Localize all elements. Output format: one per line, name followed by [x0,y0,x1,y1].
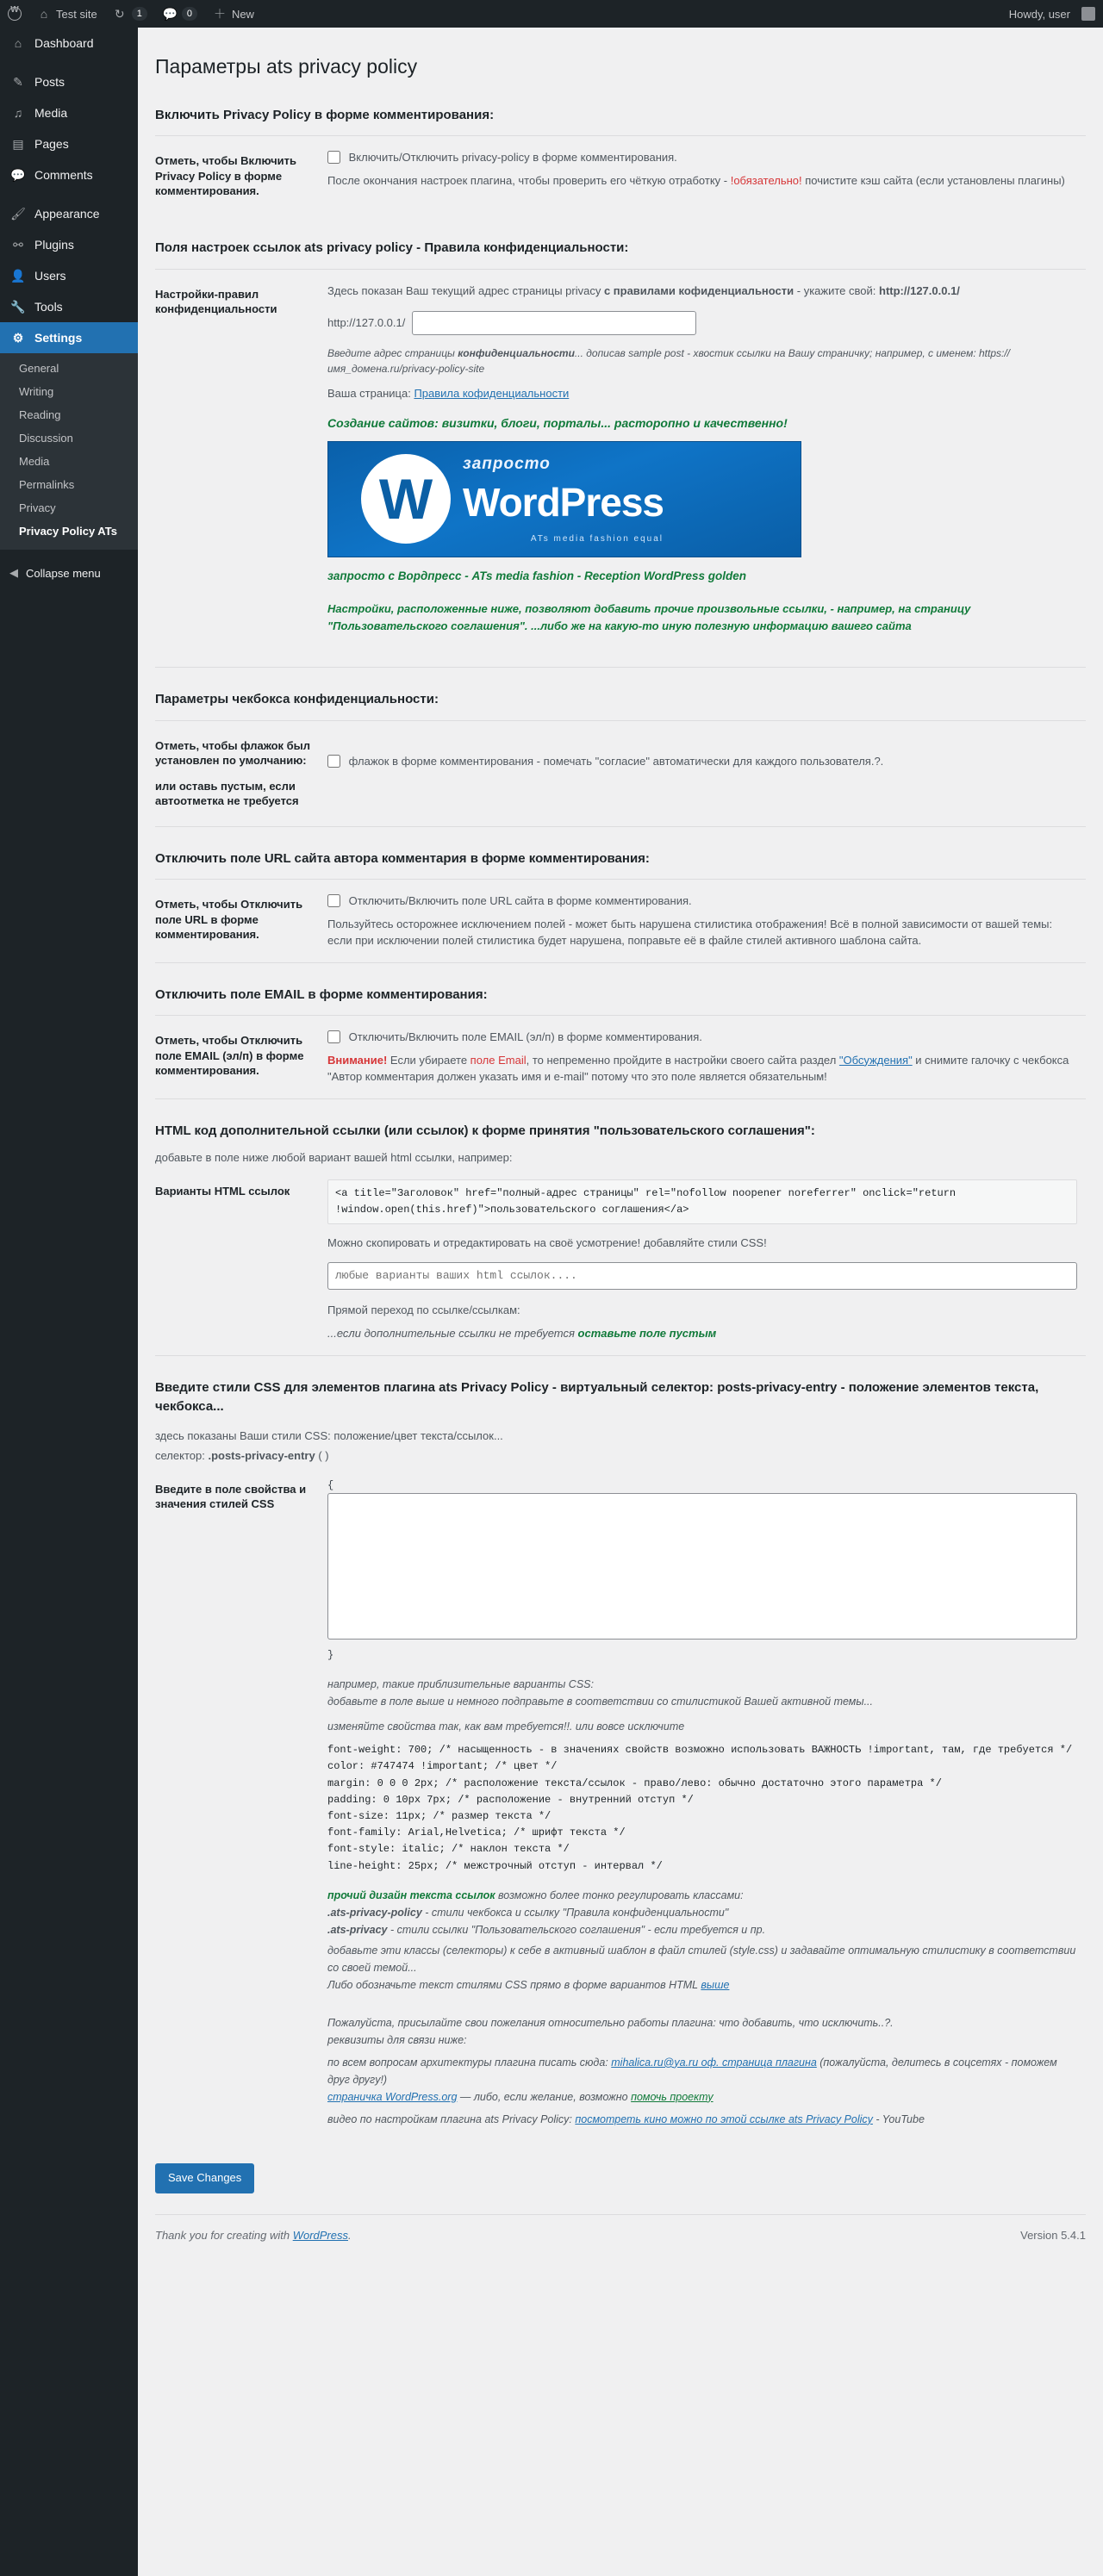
css-example-list [327,1742,1077,1875]
css-example-line: margin: 0 0 0 2px; /* расположение текста/ссылок - право/лево: обычно достаточно этого параметра */ [327,1776,942,1789]
css-above-link[interactable]: выше [701,1978,730,1991]
contacts-line-5 [327,2111,1077,2128]
enable-privacy-checkbox[interactable] [327,151,340,164]
css-intro: здесь показаны Ваши стили CSS: положение/цвет текста/ссылок... [155,1428,503,1442]
field-cell-enable-privacy [327,136,1086,216]
css-example-line: font-size: 11px; /* размер текста */ [327,1810,552,1822]
sidebar-item-label: Plugins [34,238,74,252]
contacts-line-1: Пожалуйста, присылайте свои пожелания относительно работы плагина: что добавить, что исключить..?. [327,2016,894,2029]
admin-bar-updates-count: 1 [132,7,147,21]
youtube-video-link[interactable]: посмотреть кино можно по этой ссылке ats Privacy Policy [575,2112,873,2125]
privacy-url-prefix-label: http://127.0.0.1/ [327,316,406,330]
disable-email-warning: Внимание! [327,1053,388,1067]
sidebar-item-label: Pages [34,137,69,151]
admin-bar [0,0,1103,28]
submenu-item-discussion[interactable]: Discussion [19,432,73,445]
admin-bar-wp-logo[interactable] [0,0,29,28]
media-icon: ♫ [13,106,23,120]
html-link-note: Можно скопировать и отредактировать на своё усмотрение! добавляйте стили CSS! [327,1236,767,1250]
sidebar-item-label: Posts [34,75,65,89]
house-icon: ⌂ [40,7,48,21]
sidebar-item-posts[interactable] [0,66,138,97]
privacy-url-input[interactable] [412,311,696,335]
contacts-line-5a: видео по настройкам плагина ats Privacy Policy: [327,2112,576,2125]
promo-green-note [327,600,1077,635]
save-changes-button[interactable]: Save Changes [155,2163,254,2193]
css-note-1: например, такие приблизительные варианты CSS: [327,1678,594,1691]
submenu-item-permalinks[interactable]: Permalinks [19,478,75,491]
sidebar-item-label: Tools [34,300,63,314]
field-label-default-checkbox-line1: Отметь, чтобы флажок был установлен по умолчанию: [155,738,311,768]
admin-bar-new-content[interactable] [205,0,262,28]
css-class-2 [327,1921,1077,1938]
contacts-line-3c: (пожалуйста, делитесь в соцсетях - поможем друг другу!) [327,2056,1057,2086]
wordpress-logo-icon [361,454,451,544]
admin-bar-right [1001,0,1103,28]
sidebar-item-dashboard[interactable] [0,28,138,59]
disable-email-desc-b: , то непременно пройдите в настройки своего сайта раздел [526,1053,839,1067]
admin-bar-site-name[interactable] [29,0,105,28]
disable-url-checkbox-label: Отключить/Включить поле URL сайта в форме комментирования. [348,894,692,908]
form-table-enable-privacy [155,136,1086,216]
css-selector-braces: ( ) [318,1449,329,1463]
sidebar-item-pages[interactable] [0,128,138,159]
admin-wrap [0,28,1103,2576]
html-link-after-2a: ...если дополнительные ссылки не требуется [327,1327,578,1341]
field-cell-html-variants [327,1167,1086,1355]
css-selector-value: .posts-privacy-entry [208,1449,315,1463]
field-label-disable-email: Отметь, чтобы Отключить поле EMAIL (эл/п) в форме комментирования. [155,1034,304,1078]
menu-separator [0,190,138,198]
submenu-item-general[interactable]: General [19,362,59,375]
form-table-links-settings [155,270,1086,668]
table-row [155,880,1086,962]
css-selector-label: селектор: [155,1449,209,1463]
css-example-line: font-weight: 700; /* насыщенность - в значениях свойств возможно использовать ВАЖНОСТЬ !important, там, где требуется */ [327,1744,1073,1757]
section-heading-checkbox-params: Параметры чекбокса конфиденциальности: [155,690,1086,721]
disable-email-desc-c: и снимите галочку с чекбокса "Автор комментария должен указать имя и e-mail" потому что это поле является обязательным! [327,1053,1069,1084]
submenu-item-media[interactable]: Media [19,455,50,468]
section-heading-css [155,1378,1086,1417]
field-cell-disable-url [327,880,1086,962]
css-design-line [327,1887,1077,1904]
field-label-css: Введите в поле свойства и значения стилей CSS [155,1482,307,1511]
sidebar-item-label: Media [34,106,68,120]
comment-icon: 💬 [162,7,178,21]
disable-email-desc-a: Если убираете [387,1053,470,1067]
field-label-default-checkbox [155,721,327,826]
dashboard-icon: ⌂ [14,36,22,50]
css-note-2: добавьте в поле выше и немного подправьте в соответствии со стилистикой Вашей активной темы... [327,1695,873,1708]
banner-line-2: WordPress [463,480,664,526]
privacy-url-hint-c: ... дописав sample post - хвостик ссылки на Вашу страничку; например, с именем: https://имя_домена.ru/privacy-policy-site [327,347,1011,376]
wordpress-org-link[interactable]: страничка WordPress.org [327,2090,458,2103]
field-cell-disable-email [327,1016,1086,1098]
footer-wordpress-link[interactable]: WordPress [292,2228,348,2242]
css-class-note-2 [327,1976,1077,1994]
author-email-link[interactable]: mihalica.ru@ya.ru [611,2056,699,2069]
admin-bar-new-label: New [231,7,254,21]
section-heading-css-line1: Введите стили CSS для элементов плагина ats Privacy Policy - виртуальный селектор: posts-privacy-entry - положение [155,1379,919,1395]
divider [155,962,1086,963]
disable-email-checkbox-label: Отключить/Включить поле EMAIL (эл/п) в форме комментирования. [348,1030,702,1044]
enable-privacy-desc-warning: !обязательно! [730,173,802,187]
page-title: Параметры ats privacy policy [155,55,418,78]
css-design-line-rest: возможно более тонко регулировать классами: [495,1888,744,1901]
form-table-html-link [155,1167,1086,1355]
submit-row [155,2163,1086,2193]
footer-thanks-b: . [348,2228,352,2242]
sidebar-item-label: Appearance [34,207,100,221]
submenu-item-privacy-policy-ats[interactable]: Privacy Policy ATs [19,525,117,538]
admin-sidebar [0,28,138,2576]
submenu-item-reading[interactable]: Reading [19,408,61,421]
css-example-line: font-style: italic; /* наклон текста */ [327,1843,570,1856]
css-note-green: изменяйте свойства так, как вам требуется!!. или вовсе исключите [327,1720,685,1733]
submenu-item-privacy[interactable]: Privacy [19,501,56,514]
promo-green-note-line2: "Пользовательского соглашения". ...либо же на какую-то иную полезную информацию вашего сайта [327,619,912,632]
divider [155,1355,1086,1356]
main-content [138,28,1103,2576]
contacts-line-5b: - YouTube [872,2112,925,2125]
privacy-url-input-row [327,311,1077,335]
html-link-input[interactable] [327,1262,1077,1290]
field-label-disable-url: Отметь, чтобы Отключить поле URL в форме комментирования. [155,898,303,942]
css-class-1-name: .ats-privacy-policy [327,1906,422,1919]
form-table-disable-url [155,880,1086,962]
css-class-1-desc: - стили чекбокса и ссылку "Правила конфиденциальности" [421,1906,729,1919]
privacy-url-desc-a: Здесь показан Ваш текущий адрес страницы privacy [327,283,604,297]
admin-footer [155,2214,1086,2252]
section-heading-enable-privacy: Включить Privacy Policy в форме комментирования: [155,106,1086,137]
submenu-item-writing[interactable]: Writing [19,385,54,398]
promo-banner[interactable] [327,441,801,557]
gear-icon: ⚙ [12,331,24,345]
table-row [155,1016,1086,1098]
collapse-menu-button[interactable] [0,558,138,588]
plugin-official-page-link[interactable]: оф. страница плагина [698,2056,817,2069]
admin-bar-comments-count: 0 [182,7,197,21]
collapse-icon: ◀ [9,566,18,579]
css-selector-row [155,1447,1086,1465]
footer-thanks-a: Thank you for creating with [155,2228,293,2242]
css-class-note-1: добавьте эти классы (селекторы) к себе в активный шаблон в файл стилей (style.css) и задавайте оптимальную стилистику в соответствии со своей темой... [327,1944,1076,1974]
privacy-url-hint [327,345,1077,376]
support-project-link[interactable]: помочь проекту [631,2090,714,2103]
css-design-line-green: прочий дизайн текста ссылок [327,1888,495,1901]
your-page-row [327,385,1077,402]
admin-bar-howdy: Howdy, user [1008,7,1070,21]
disable-email-checkbox[interactable] [327,1030,340,1043]
css-class-2-name: .ats-privacy [327,1923,388,1936]
discussion-settings-link[interactable]: "Обсуждения" [838,1053,913,1067]
disable-email-description [327,1052,1077,1086]
admin-bar-my-account[interactable] [1001,0,1103,28]
html-link-after-2-green: оставьте поле пустым [577,1327,717,1341]
privacy-url-desc-b: с правилами кофиденциальности [603,283,795,297]
sidebar-item-media[interactable] [0,97,138,128]
css-example-line: line-height: 25px; /* межстрочный отступ - интервал */ [327,1859,663,1872]
contacts-line-3a: по всем вопросам архитектуры плагина писать сюда: [327,2056,612,2069]
disable-email-desc-red: поле Email [470,1053,527,1067]
table-row [155,1465,1086,2141]
users-icon: 👤 [10,269,26,283]
banner-mark-letter: W [378,467,433,532]
form-table-disable-email [155,1016,1086,1098]
field-label-default-checkbox-line2: или оставь пустым, если автоотметка не требуется [155,779,299,808]
your-page-label: Ваша страница: [327,387,411,401]
privacy-url-hint-b: конфиденциальности [458,347,575,360]
field-cell-css [327,1465,1086,2141]
sidebar-item-plugins[interactable] [0,229,138,260]
footer-thanks [155,2229,352,2242]
css-class-2-desc: - стили ссылки "Пользовательского соглашения" - если требуется и пр. [387,1923,766,1936]
divider [155,826,1086,827]
collapse-menu-label: Collapse menu [26,566,101,580]
avatar [1081,7,1095,21]
default-checkbox-toggle[interactable] [327,755,340,768]
promo-title: Создание сайтов: визитки, блоги, порталы... расторопно и качественно! [327,415,788,430]
section-heading-disable-email: Отключить поле EMAIL в форме комментирования: [155,986,1086,1017]
html-link-example-code: <a title="Заголовок" href="полный-адрес страницы" rel="nofollow noopener noreferrer" onclick="return !window.open(this.href)">пользовательского соглашения</a> [327,1179,1077,1224]
sidebar-item-label: Users [34,269,66,283]
plus-icon: ＋ [213,7,226,21]
contacts-line-3 [327,2054,1077,2088]
settings-submenu [0,353,138,550]
sidebar-item-settings[interactable] [0,322,138,353]
disable-url-checkbox[interactable] [327,894,340,907]
default-checkbox-label: флажок в форме комментирования - помечать "согласие" автоматически для каждого пользователя.?. [348,754,884,768]
field-cell-default-checkbox [327,721,1086,826]
tools-icon: 🔧 [10,300,26,314]
your-page-link[interactable]: Правила кофиденциальности [414,387,570,401]
admin-bar-comments[interactable] [155,0,205,28]
css-example-line: color: #747474 !important; /* цвет */ [327,1760,558,1773]
table-row [155,136,1086,216]
sidebar-item-tools[interactable] [0,291,138,322]
privacy-url-desc-c: - укажите свой: [794,283,879,297]
plug-icon: ⚯ [13,238,23,252]
contacts-line-4a: — либо, если желание, возможно [457,2090,632,2103]
sidebar-item-label: Dashboard [34,36,94,50]
field-cell-privacy-rules [327,270,1086,668]
css-example-line: padding: 0 10px 7px; /* расположение - внутренний отступ */ [327,1793,694,1806]
field-label-enable-privacy: Отметь, чтобы Включить Privacy Policy в форме комментирования. [155,154,296,198]
sidebar-item-label: Comments [34,168,93,182]
enable-privacy-checkbox-label: Включить/Отключить privacy-policy в форме комментирования. [348,151,677,165]
css-class-note-2a: Либо обозначьте текст стилями CSS прямо в форме вариантов HTML [327,1978,701,1991]
wordpress-logo-icon [8,7,22,21]
section-heading-css-line2: элементов текста, чекбокса... [155,1379,1039,1415]
promo-green-note-line1: Настройки, расположенные ниже, позволяют добавить прочие произвольные ссылки, - например, на страницу [327,601,971,615]
css-brace-close: } [327,1649,334,1662]
divider [155,667,1086,668]
banner-text [463,452,664,546]
enable-privacy-desc-pre: После окончания настроек плагина, чтобы проверить его чёткую отработку - [327,173,731,187]
sidebar-item-users[interactable] [0,260,138,291]
html-link-after-2 [327,1325,1077,1342]
field-label-privacy-rules [155,270,327,668]
privacy-url-description [327,283,1077,300]
promo-subtitle: запросто с Вордпресс - ATs media fashion - Reception WordPress golden [327,569,747,582]
page-icon: ▤ [12,137,24,151]
enable-privacy-description [327,172,1077,190]
field-label-privacy-rules-text: Настройки-правил конфиденциальности [155,287,277,316]
table-row [155,1167,1086,1355]
html-link-after-1: Прямой переход по ссылке/ссылкам: [327,1303,520,1316]
sidebar-item-comments[interactable] [0,159,138,190]
comment-icon: 💬 [10,168,26,182]
admin-bar-site-label: Test site [56,7,97,21]
form-table-css [155,1465,1086,2141]
menu-separator [0,59,138,66]
sidebar-item-appearance[interactable] [0,198,138,229]
table-row [155,270,1086,668]
admin-bar-updates[interactable] [105,0,155,28]
contacts-line-2: реквизиты для связи ниже: [327,2033,467,2046]
html-link-intro: добавьте в поле ниже любой вариант вашей html ссылки, например: [155,1151,513,1165]
section-heading-links-settings: Поля настроек ссылок ats privacy policy - Правила конфиденциальности: [155,239,1086,270]
banner-line-3: ATs media fashion equal [530,534,664,544]
sidebar-item-label: Settings [34,331,83,345]
css-example-line: font-family: Arial,Helvetica; /* шрифт текста */ [327,1826,626,1839]
enable-privacy-desc-post: почистите кэш сайта (если установлены плагины) [801,173,1065,187]
updates-icon: ↻ [114,7,125,21]
divider [155,1098,1086,1099]
section-heading-html-link: HTML код дополнительной ссылки (или ссылок) к форме принятия "пользовательского соглашения": [155,1123,815,1138]
css-textarea[interactable] [327,1493,1077,1640]
privacy-url-current: http://127.0.0.1/ [879,283,960,297]
css-brace-open: { [327,1478,334,1491]
disable-url-description: Пользуйтесь осторожнее исключением полей - может быть нарушена стилистика отображения! Всё в полной зависимости от вашей темы: если при исключении полей стилистика будет нарушена, поправьте её в файле стилей активного шаблона сайта. [327,917,1053,948]
field-label-html-variants: Варианты HTML ссылок [155,1184,290,1198]
css-class-1 [327,1904,1077,1921]
banner-line-1: запросто [463,454,551,473]
contacts-line-4 [327,2088,1077,2106]
footer-version: Version 5.4.1 [1020,2228,1086,2242]
brush-icon: 🖌 [10,207,26,221]
table-row [155,721,1086,826]
pin-icon: ✎ [13,75,23,89]
privacy-url-hint-a: Введите адрес страницы [327,347,458,360]
form-table-checkbox-params [155,721,1086,826]
section-heading-disable-url: Отключить поле URL сайта автора комментария в форме комментирования: [155,849,1086,880]
